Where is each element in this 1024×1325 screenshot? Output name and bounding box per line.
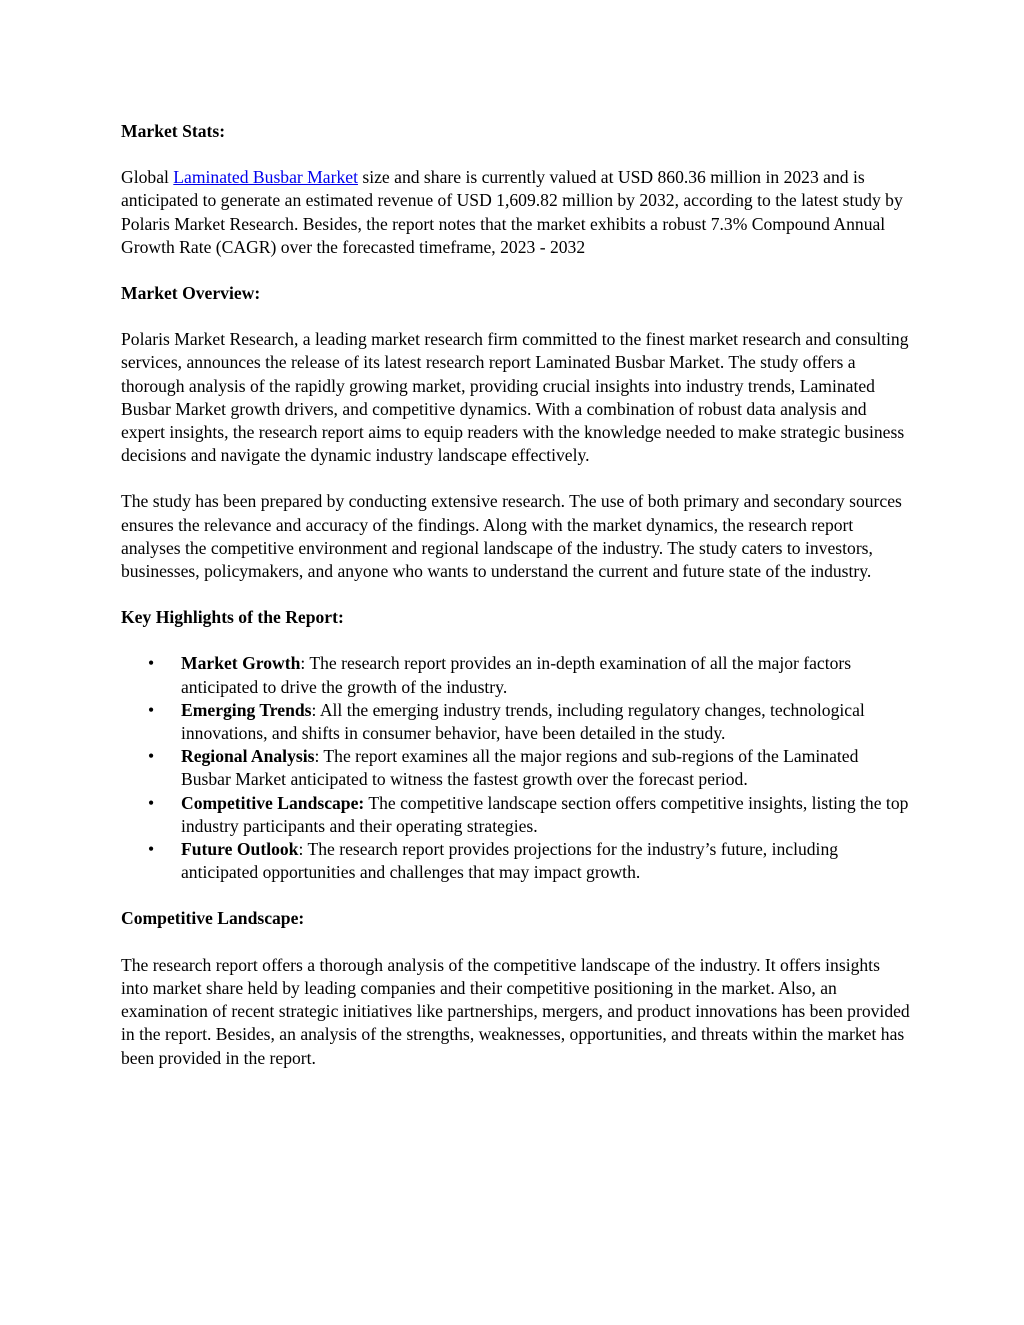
list-item-text: : The report examines all the major regions and sub-regions of the Laminated Busbar Market anticipated to witness the fastest growth over the forecast period. [181,746,859,790]
list-item-text: : The research report provides an in-depth examination of all the major factors anticipated to drive the growth of the industry. [181,653,852,697]
list-item-title: Market Growth [181,653,301,674]
key-highlights-list [121,652,911,884]
list-item [148,652,911,698]
market-overview-paragraph-1: Polaris Market Research, a leading market research firm committed to the finest market research and consulting services, announces the release of its latest research report Laminated Busbar Market. The study offers a thorough analysis of the rapidly growing market, providing crucial insights into industry trends, Laminated Busbar Market growth drivers, and competitive dynamics. With a combination of robust data analysis and expert insights, the research report aims to equip readers with the knowledge needed to make strategic business decisions and navigate the dynamic industry landscape effectively. [121,329,909,466]
list-item [148,745,911,791]
list-item-text: : All the emerging industry trends, including regulatory changes, technological innovations, and shifts in consumer behavior, have been detailed in the study. [181,699,865,744]
key-highlights-heading: Key Highlights of the Report: [121,607,344,628]
list-item [148,838,911,884]
bullet-icon: • [148,792,155,813]
bullet-icon: • [148,746,155,767]
list-item-title: Future Outlook [181,839,299,860]
list-item-title: Emerging Trends [181,699,312,720]
market-stats-heading: Market Stats: [121,121,226,141]
bullet-icon: • [148,653,155,674]
list-item [148,699,911,745]
list-item-text: : The research report provides projections for the industry’s future, including anticipated opportunities and challenges that may impact growth. [181,839,839,883]
competitive-landscape-heading: Competitive Landscape: [121,908,305,929]
list-item-text: The competitive landscape section offers competitive insights, listing the top industry participants and their operating strategies. [181,792,909,836]
competitive-landscape-paragraph: The research report offers a thorough analysis of the competitive landscape of the industry. It offers insights into market share held by leading companies and their competitive positioning in the market. Also, an examination of recent strategic initiatives like partnerships, mergers, and product innovations has been provided in the report. Besides, an analysis of the strengths, weaknesses, opportunities, and threats within the market has been provided in the report. [121,954,910,1068]
market-stats-prefix: Global [121,167,174,188]
bullet-icon: • [148,699,155,720]
list-item-title: Competitive Landscape: [181,792,365,813]
market-overview-paragraph-2: The study has been prepared by conducting extensive research. The use of both primary and secondary sources ensures the relevance and accuracy of the findings. Along with the market dynamics, the research report analyses the competitive environment and regional landscape of the industry. The study caters to investors, businesses, policymakers, and anyone who wants to understand the current and future state of the industry. [121,491,902,582]
laminated-busbar-market-link[interactable]: Laminated Busbar Market [173,167,358,188]
market-overview-heading: Market Overview: [121,283,261,304]
list-item-title: Regional Analysis [181,746,315,767]
document-page [121,120,911,1093]
market-stats-suffix: size and share is currently valued at USD 860.36 million in 2023 and is anticipated to generate an estimated revenue of USD 1,609.82 million by 2032, according to the latest study by Polaris Market Research. Besides, the report notes that the market exhibits a robust 7.3% Compound Annual Growth Rate (CAGR) over the forecasted timeframe, 2023 - 2032 [121,167,903,257]
list-item [148,792,911,838]
market-stats-paragraph [121,166,911,259]
bullet-icon: • [148,839,155,860]
